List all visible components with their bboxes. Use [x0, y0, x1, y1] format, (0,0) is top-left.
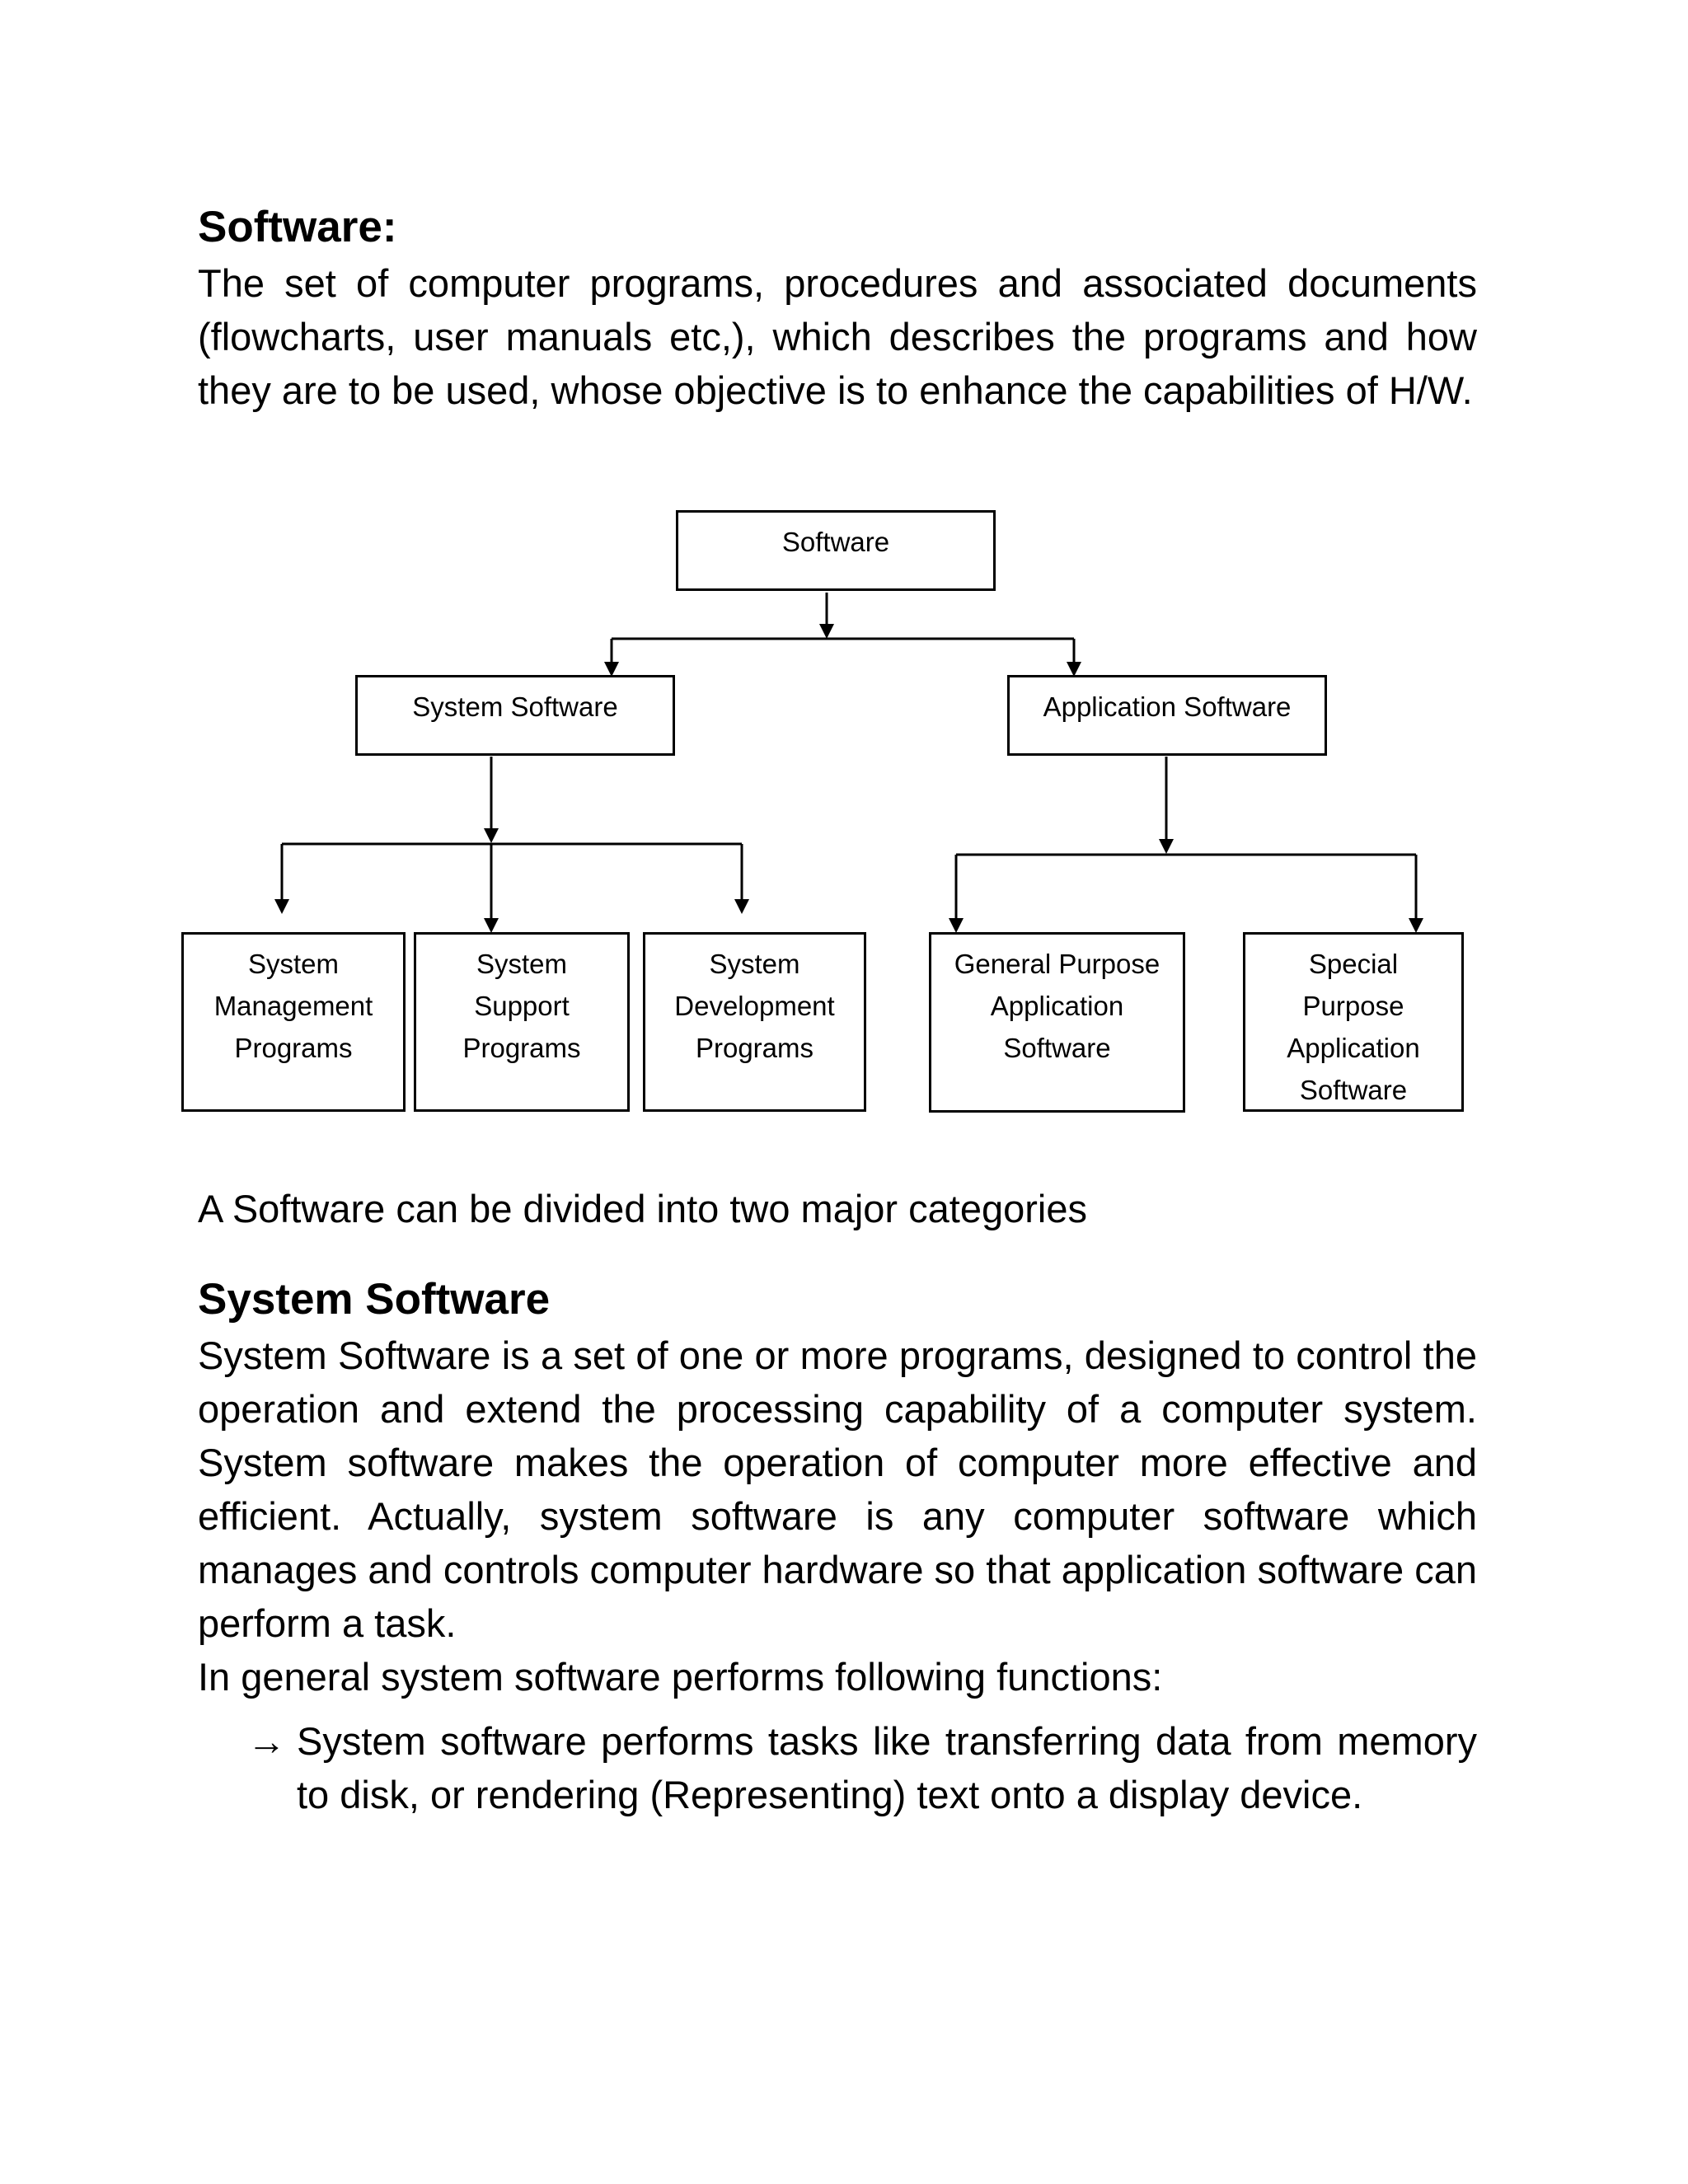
box-system-software [355, 675, 675, 756]
leaf-text: Special [1308, 949, 1399, 979]
leaf-text: System [247, 949, 340, 979]
leaf-text: System [709, 949, 800, 979]
leaf-text: Programs [462, 1033, 581, 1063]
arrow-icon: → [247, 1719, 286, 1763]
arrowhead-special [1409, 918, 1423, 933]
arrowhead-mgmt [274, 899, 289, 914]
function-bullet-text: System software performs tasks like transferring data from memory to disk, or rendering (Representing) text onto a display device. [297, 1719, 1477, 1816]
box-software-label: Software [781, 527, 890, 557]
leaf-text: Software [1299, 1075, 1408, 1105]
box-general-purpose-application-software [929, 932, 1185, 1113]
system-software-paragraph: System Software is a set of one or more programs, designed to control the operation and extend the processing capability of a computer system. System software makes the operation of computer more effective and efficient. Actually, system software is any computer software which manages and controls computer hardware so that application software can perform a task. [198, 1333, 1477, 1645]
leaf-text: Software [1003, 1033, 1111, 1063]
box-special-purpose-application-software [1243, 932, 1464, 1112]
system-software-heading: System Software [198, 1275, 551, 1324]
leaf-text: General Purpose [954, 949, 1160, 979]
leaf-text: Support [474, 991, 570, 1021]
leaf-text: Programs [695, 1033, 814, 1063]
arrowhead-general [949, 918, 964, 933]
leaf-text: Development [674, 991, 835, 1021]
leaf-text: System [476, 949, 568, 979]
box-system-management-programs [181, 932, 406, 1112]
arrowhead-root [819, 624, 834, 639]
arrowhead-dev [734, 899, 749, 914]
arrowhead-support [484, 918, 499, 933]
arrowhead-application-junction [1159, 839, 1174, 854]
box-application-software-label: Application Software [1043, 691, 1292, 722]
leaf-text: Application [1287, 1033, 1420, 1063]
box-software [676, 510, 996, 591]
leaf-text: Management [213, 991, 373, 1021]
box-system-support-programs [414, 932, 630, 1112]
leaf-text: Purpose [1302, 991, 1404, 1021]
leaf-text: Programs [234, 1033, 353, 1063]
software-definition-paragraph: The set of computer programs, procedures and associated documents (flowcharts, user manuals etc,), which describes the programs and how they are to be used, whose objective is to enhance the capabilities of H/W. [198, 261, 1477, 412]
software-heading: Software: [198, 203, 397, 251]
leaf-text: Application [990, 991, 1124, 1021]
functions-intro: In general system software performs following functions: [198, 1655, 1163, 1699]
box-system-software-label: System Software [412, 691, 618, 722]
arrowhead-system-junction [484, 828, 499, 843]
function-bullet [247, 1714, 1477, 1821]
categories-sentence: A Software can be divided into two major categories [198, 1187, 1087, 1230]
box-application-software [1007, 675, 1327, 756]
box-system-development-programs [643, 932, 866, 1112]
